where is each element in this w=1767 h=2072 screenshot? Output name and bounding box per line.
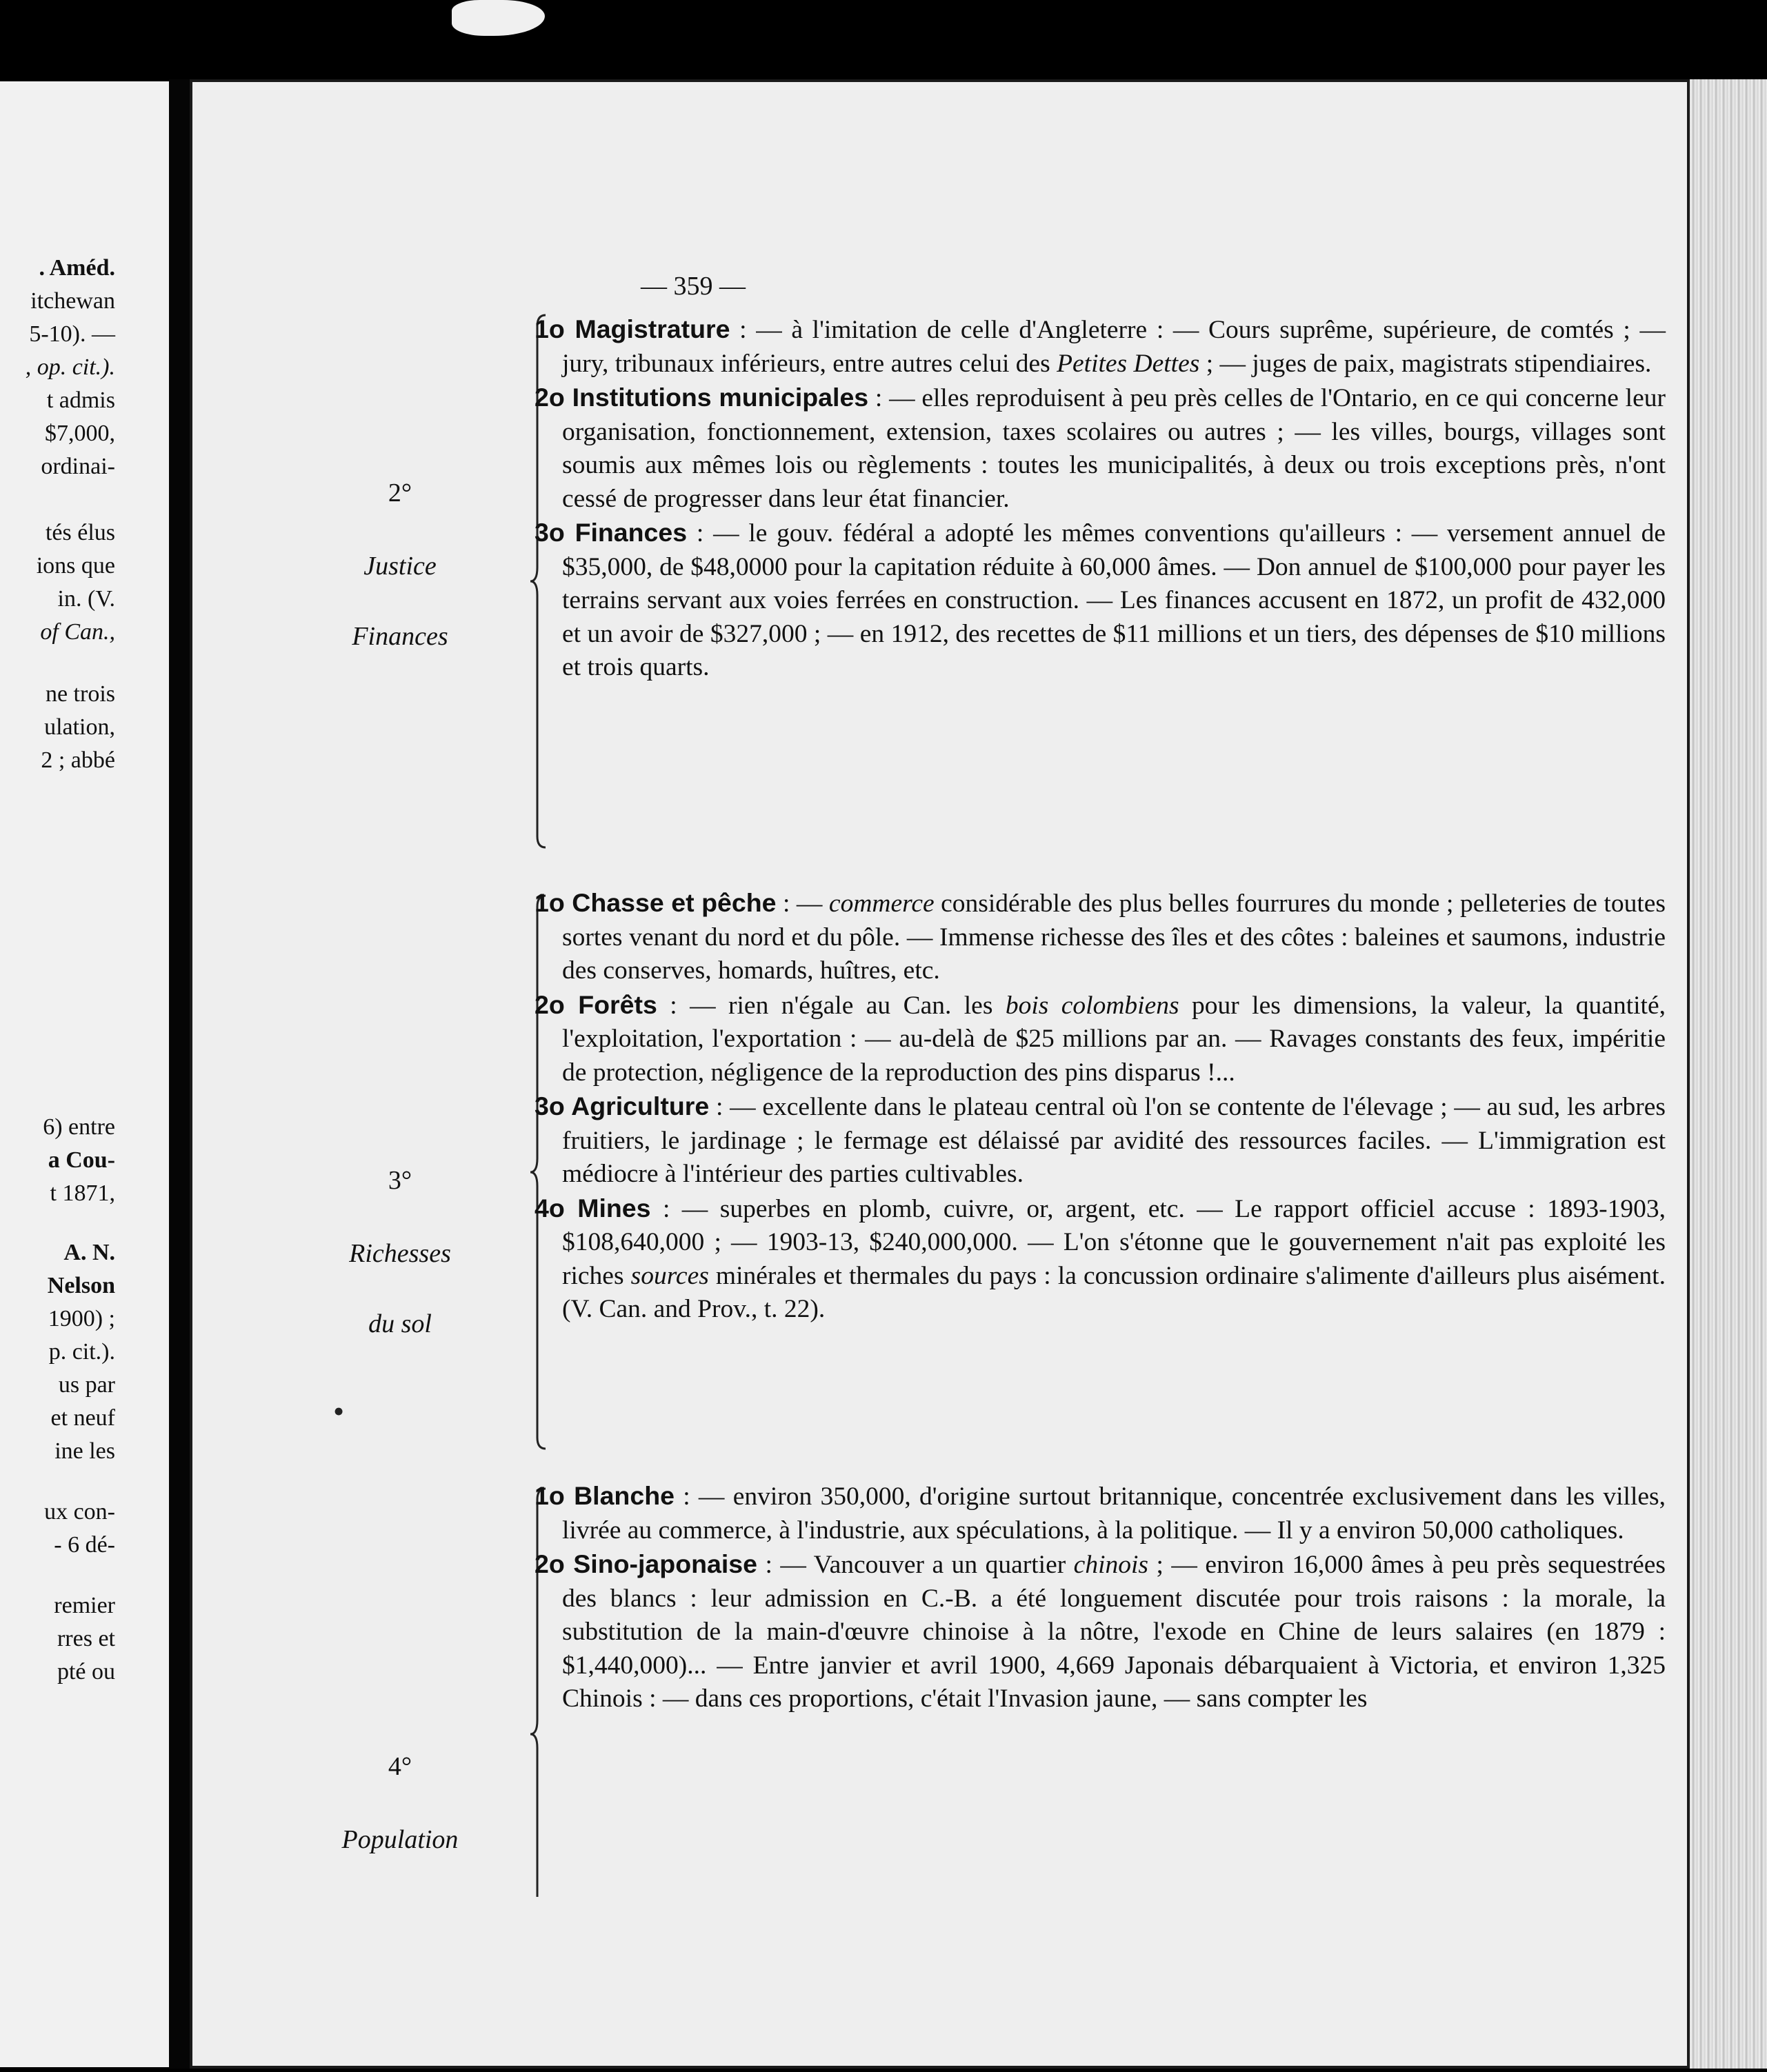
section-side-label — [300, 1751, 500, 1895]
left-page-text-fragment: 6) entre — [43, 1114, 115, 1140]
list-item: 1o Magistrature : — à l'imitation de celle d'Angleterre : — Cours suprême, supérieure, de comtés ; — jury, tribunaux inférieurs, entre autres celui des Petites Dettes ; — juges de paix, magistrats stipendiaires. — [535, 314, 1666, 378]
list-item: 2o Sino-japonaise : — Vancouver a un quartier chinois ; — environ 16,000 âmes à peu près sequestrées des blancs : leur admission en C.-B. a été longuement discutée pour trois raisons : la morale, la substitution de la main-d'œuvre chinoise à la nôtre, l'exode en Chine de leurs salaires (en 1879 : $1,440,000)... — Entre janvier et avril 1900, 4,669 Japonais débarquaient à Victoria, et environ 1,325 Chinois : — dans ces proportions, c'était l'Invasion jaune, — sans compter les — [535, 1549, 1666, 1713]
left-page-text-fragment: 5-10). — — [29, 321, 115, 347]
section-number: 2° — [388, 479, 412, 507]
main-page — [190, 79, 1690, 2069]
list-item: 2o Forêts : — rien n'égale au Can. les bois colombiens pour les dimensions, la valeur, la quantité, l'exploitation, l'exportation : — au-delà de $25 millions par an. — Ravages constants des feux, impéritie de protection, négligence de la reproduction des pins disparus !... — [535, 989, 1666, 1087]
book-gutter — [169, 79, 190, 2069]
left-page-text-fragment: ions que — [36, 553, 115, 579]
stray-mark: • — [333, 1394, 345, 1429]
left-page-text-fragment: a Cou- — [48, 1147, 115, 1173]
left-page-text-fragment: t admis — [46, 388, 115, 413]
left-page-text-fragment: . Améd. — [39, 255, 115, 281]
left-page-text-fragment: rres et — [57, 1626, 115, 1651]
list-item: 1o Blanche : — environ 350,000, d'origine surtout britannique, concentrée exclusivement dans les villes, livrée au commerce, à l'industrie, aux spéculations, à la politique. — Il y a environ 50,000 catholiques. — [535, 1481, 1666, 1545]
section-label: du sol — [368, 1309, 432, 1338]
left-page-text-fragment: $7,000, — [45, 421, 115, 446]
left-page-text-fragment: ordinai- — [41, 454, 115, 479]
left-page-text-fragment: in. (V. — [57, 586, 115, 612]
section-label: Population — [341, 1825, 459, 1854]
section-label: Richesses — [349, 1239, 451, 1268]
left-page-text-fragment: ulation, — [44, 714, 115, 740]
list-item: 3o Finances : — le gouv. fédéral a adopté les mêmes conventions qu'ailleurs : — versement annuel de $35,000, de $48,0000 pour la capitation réduite à 60,000 âmes. — Don annuel de $100,000 pour payer les terrains servant aux voies ferrées en construction. — Les finances accusent en 1872, un profit de 432,000 et un avoir de $327,000 ; — en 1912, des recettes de $11 millions et un tiers, des dépenses de $10 millions et trois quarts. — [535, 518, 1666, 681]
section-body — [535, 886, 1666, 1327]
section-number: 4° — [388, 1752, 412, 1781]
left-page-text-fragment: t 1871, — [50, 1180, 115, 1206]
list-item: 2o Institutions municipales : — elles reproduisent à peu près celles de l'Ontario, en ce qui concerne leur organisation, fonctionnement, extension, taxes scolaires ou autres ; — les villes, bourgs, villages sont soumis aux mêmes lois ou règlements : toutes les municipalités, à deux ou trois exceptions près, n'ont cessé de progresser dans leur état financier. — [535, 383, 1666, 513]
list-item: 1o Chasse et pêche : — commerce considérable des plus belles fourrures du monde ; pelleteries de toutes sortes venant du nord et du pôle. — Immense richesse des îles et des côtes : baleines et saumons, industrie des conserves, homards, huîtres, etc. — [535, 888, 1666, 985]
left-page-text-fragment: , op. cit.). — [25, 354, 115, 380]
left-page-text-fragment: 1900) ; — [48, 1306, 115, 1331]
section-body — [535, 1479, 1666, 1716]
left-page-text-fragment: A. N. — [63, 1240, 115, 1265]
left-page-text-fragment: ne trois — [45, 681, 115, 707]
page-number: — 359 — — [641, 272, 746, 301]
section-body — [535, 312, 1666, 685]
section-label: Finances — [352, 622, 448, 651]
left-page-text-fragment: Nelson — [47, 1273, 115, 1298]
section-side-label — [300, 478, 500, 692]
left-page-text-fragment: pté ou — [57, 1659, 115, 1684]
left-page-text-fragment: ux con- — [44, 1499, 115, 1525]
left-page-text-fragment: of Can., — [40, 619, 115, 645]
left-page-text-fragment: tés élus — [45, 520, 115, 545]
left-page-fragment — [0, 81, 169, 2067]
top-smudge — [452, 0, 545, 36]
section-number: 3° — [388, 1166, 412, 1195]
left-page-text-fragment: p. cit.). — [48, 1339, 115, 1365]
left-page-text-fragment: us par — [58, 1372, 115, 1398]
left-page-text-fragment: 2 ; abbé — [41, 747, 115, 773]
left-page-text-fragment: - 6 dé- — [54, 1532, 115, 1558]
left-page-text-fragment: remier — [54, 1593, 115, 1618]
section-side-label — [300, 1165, 500, 1379]
section-label: Justice — [363, 552, 437, 581]
list-item: 3o Agriculture : — excellente dans le plateau central où l'on se contente de l'élevage ; — au sud, les arbres fruitiers, le jardinage ; le fermage est délaissé par avidité des ressources faciles. — L'immigration est médiocre à l'intérieur des parties cultivables. — [535, 1092, 1666, 1188]
list-item: 4o Mines : — superbes en plomb, cuivre, or, argent, etc. — Le rapport officiel accuse : 1893-1903, $108,640,000 ; — 1903-13, $240,000,000. — L'on s'étonne que le gouvernement n'ait pas exploité les riches sources minérales et thermales du pays : la concussion ordinaire s'alimente d'ailleurs plus aisément. (V. Can. and Prov., t. 22). — [535, 1193, 1666, 1323]
left-page-text-fragment: et neuf — [50, 1405, 115, 1431]
left-page-text-fragment: ine les — [54, 1438, 115, 1464]
left-page-text-fragment: itchewan — [30, 288, 115, 314]
